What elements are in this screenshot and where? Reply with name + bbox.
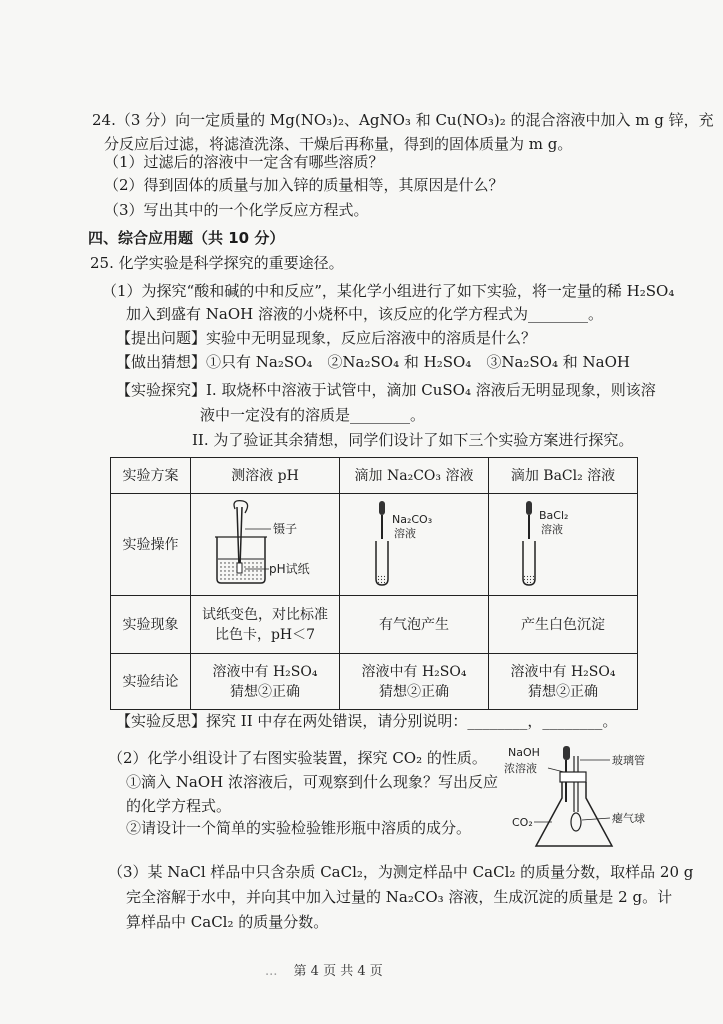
section-title: 四、综合应用题（共 10 分）: [88, 229, 285, 247]
page-footer: [265, 960, 383, 979]
q25-reflection: 【实验反思】探究 II 中存在两处错误，请分别说明：________，________。: [116, 712, 618, 730]
hand-icon: [234, 500, 248, 512]
label-glass-tube: 玻璃管: [612, 754, 645, 767]
plan-ph: 测溶液 pH: [191, 458, 340, 494]
q24-line2: 分反应后过滤，将滤渣洗涤、干燥后再称量，得到的固体质量为 m g。: [104, 135, 573, 153]
dropper-bulb-icon: [563, 746, 570, 760]
q25-guess: 【做出猜想】①只有 Na₂SO₄ ②Na₂SO₄ 和 H₂SO₄ ③Na₂SO₄ 和 NaOH: [116, 353, 630, 371]
q25-p3-line3: 算样品中 CaCl₂ 的质量分数。: [126, 913, 329, 931]
q25-explore1-line2: 液中一定没有的溶质是________。: [200, 406, 426, 424]
row-header-plan: 实验方案: [111, 458, 191, 494]
na2co3-dropper-illustration: [344, 497, 484, 587]
label-bacl2: BaCl₂: [539, 508, 569, 522]
dropper-bulb-icon: [379, 501, 385, 515]
label-na2co3-solution: 溶液: [394, 526, 416, 540]
row-header-phenomenon: 实验现象: [111, 596, 191, 654]
q25-p3-line2: 完全溶解于水中，并向其中加入过量的 Na₂CO₃ 溶液，生成沉淀的质量是 2 g。计: [126, 888, 673, 906]
q25-explore2: II. 为了验证其余猜想，同学们设计了如下三个实验方案进行探究。: [192, 431, 634, 449]
operation-na2co3-cell: [340, 494, 489, 596]
q25-p2-line1: （2）化学小组设计了右图实验装置，探究 CO₂ 的性质。: [108, 749, 487, 767]
q25-p1-line1: （1）为探究“酸和碱的中和反应”，某化学小组进行了如下实验，将一定量的稀 H₂SO₄: [102, 282, 675, 300]
row-header-operation: 实验操作: [111, 494, 191, 596]
conclusion-bacl2: 溶液中有 H₂SO₄ 猜想②正确: [489, 654, 638, 710]
q24-sub1: （1）过滤后的溶液中一定含有哪些溶质？: [104, 153, 384, 171]
experiment-table: [110, 457, 638, 710]
label-naoh-concentrated: 浓溶液: [504, 762, 537, 775]
phenomenon-na2co3: 有气泡产生: [340, 596, 489, 654]
row-header-conclusion: 实验结论: [111, 654, 191, 710]
bacl2-dropper-illustration: [493, 497, 633, 587]
label-tweezers: 镊子: [273, 521, 298, 536]
q25-intro: 25. 化学实验是科学探究的重要途径。: [90, 254, 344, 272]
phenomenon-bacl2: 产生白色沉淀: [489, 596, 638, 654]
q25-p2-line3: 的化学方程式。: [126, 797, 232, 815]
q25-p2-line2: ①滴入 NaOH 浓溶液后，可观察到什么现象？写出反应: [126, 773, 498, 791]
q24-sub3: （3）写出其中的一个化学反应方程式。: [104, 201, 369, 219]
label-balloon: 瘪气球: [612, 812, 645, 825]
q24-line1: 24.（3 分）向一定质量的 Mg(NO₃)₂、AgNO₃ 和 Cu(NO₃)₂ 的混合溶液中加入 m g 锌，充: [92, 111, 714, 129]
conclusion-na2co3: 溶液中有 H₂SO₄ 猜想②正确: [340, 654, 489, 710]
label-bacl2-solution: 溶液: [541, 522, 563, 536]
q25-p2-line4: ②请设计一个简单的实验检验锥形瓶中溶质的成分。: [126, 819, 472, 837]
plan-na2co3: 滴加 Na₂CO₃ 溶液: [340, 458, 489, 494]
stopper-icon: [560, 772, 586, 782]
tweezers-icon: [237, 507, 239, 567]
phenomenon-ph: 试纸变色，对比标准 比色卡，pH＜7: [191, 596, 340, 654]
dropper-bulb-icon: [526, 501, 532, 515]
q25-p1-line2: 加入到盛有 NaOH 溶液的小烧杯中，该反应的化学方程式为________。: [126, 305, 603, 323]
conclusion-ph: 溶液中有 H₂SO₄ 猜想②正确: [191, 654, 340, 710]
label-na2co3: Na₂CO₃: [392, 512, 433, 526]
ph-test-illustration: [195, 497, 335, 587]
plan-bacl2: 滴加 BaCl₂ 溶液: [489, 458, 638, 494]
q24-sub2: （2）得到固体的质量与加入锌的质量相等，其原因是什么？: [104, 176, 504, 194]
q25-question: 【提出问题】实验中无明显现象，反应后溶液中的溶质是什么？: [116, 329, 537, 347]
label-ph-paper: pH试纸: [269, 561, 310, 576]
q25-explore1-line1: 【实验探究】I. 取烧杯中溶液于试管中，滴加 CuSO₄ 溶液后无明显现象，则该溶: [116, 381, 656, 399]
q25-p3-line1: （3）某 NaCl 样品中只含杂质 CaCl₂，为测定样品中 CaCl₂ 的质量分数，取样品 20 g: [108, 863, 694, 881]
co2-apparatus-diagram: [500, 742, 670, 854]
ph-paper-icon: [237, 563, 242, 573]
footer-left: ...: [265, 964, 278, 979]
operation-bacl2-cell: [489, 494, 638, 596]
label-naoh: NaOH: [508, 746, 540, 759]
balloon-icon: [571, 813, 581, 831]
page-number: 第 4 页 共 4 页: [293, 964, 383, 979]
label-co2: CO₂: [512, 816, 533, 829]
operation-ph-cell: [191, 494, 340, 596]
